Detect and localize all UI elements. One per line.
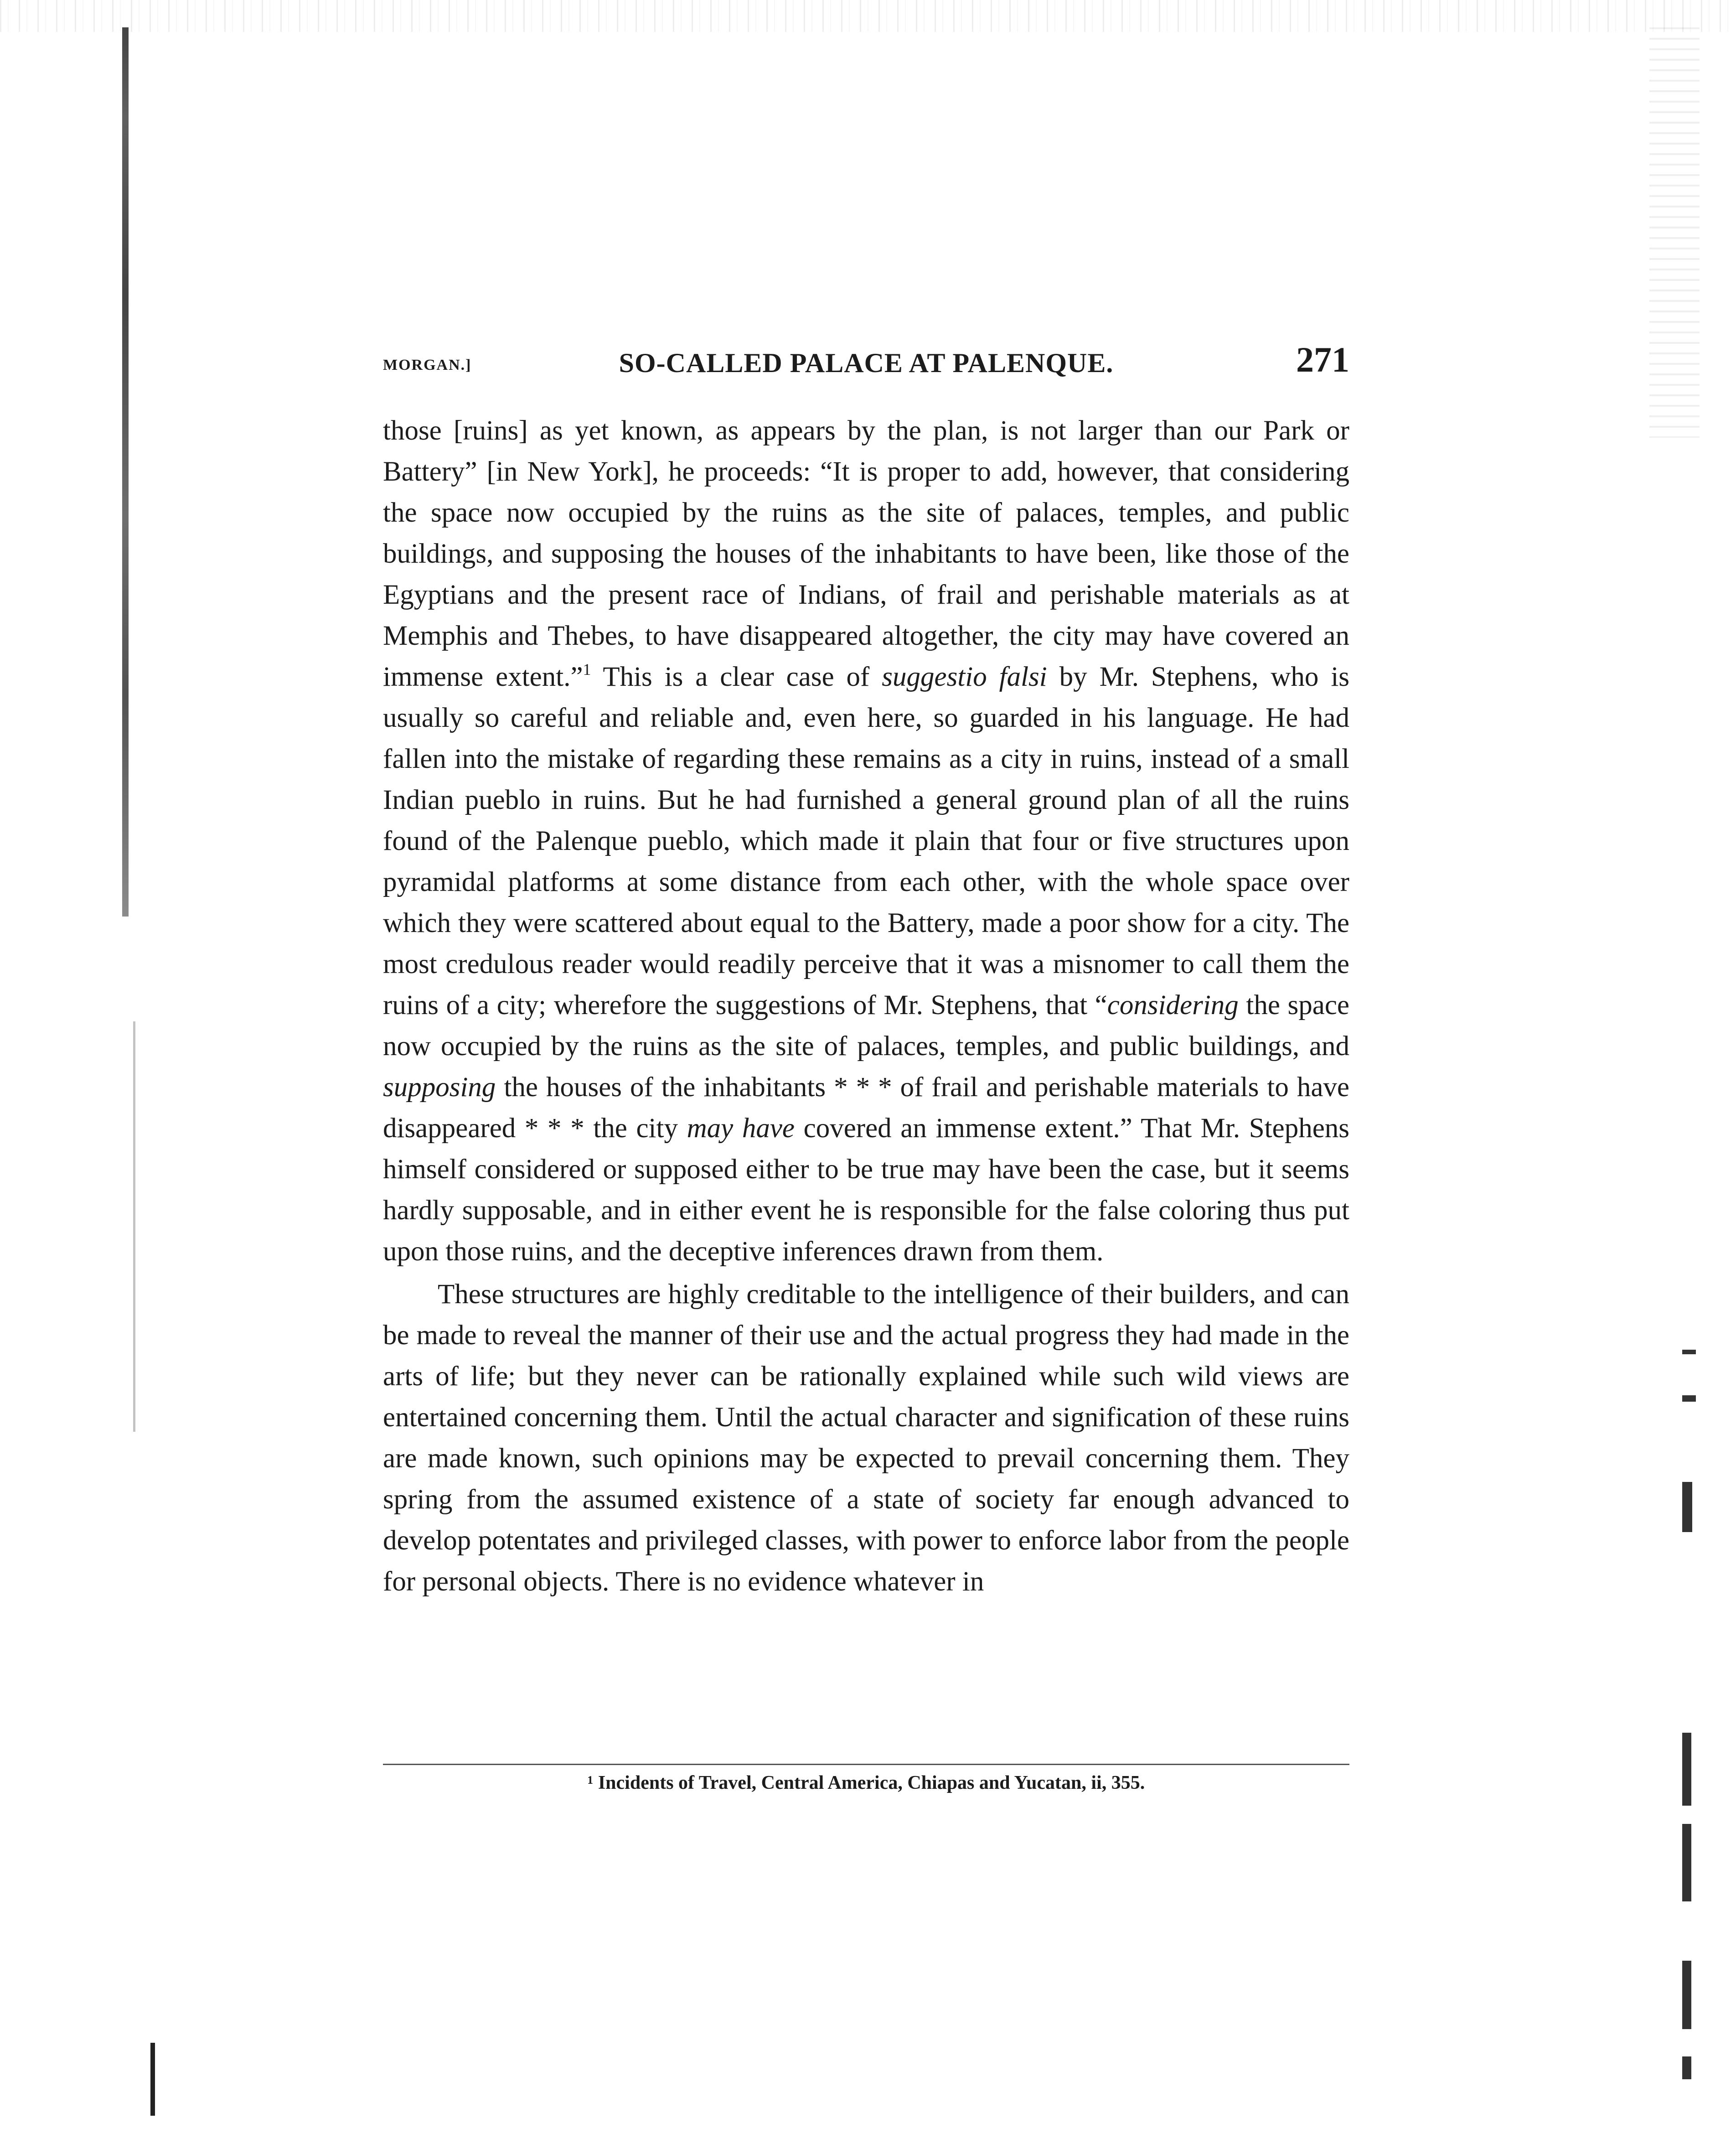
scan-mark-right — [1682, 1350, 1696, 1354]
footnote-rule — [383, 1764, 1349, 1765]
paragraph-1 — [383, 410, 1349, 1272]
italic-term: suggestio falsi — [882, 662, 1047, 692]
footnote-ref: 1 — [583, 660, 591, 678]
scan-mark-right — [1682, 1395, 1696, 1402]
scan-edge-left — [122, 27, 129, 917]
scan-mark-right — [1682, 1733, 1691, 1806]
italic-term: may have — [687, 1113, 795, 1144]
scan-mark-right — [1682, 2056, 1691, 2079]
text-run: the space now occupied by the ruins as the site of palaces, temples, and public buildings, and — [383, 990, 1349, 1062]
text-run: by Mr. Stephens, who is usually so careful and reliable and, even here, so guarded in his language. He had fallen into the mistake of regarding these remains as a city in ruins, instead of a small Indian pueblo in ruins. But he had furnished a general ground plan of all the ruins found of the Palenque pueblo, which made it plain that four or five structures upon pyramidal platforms at some distance from each other, with the whole space over which they were scattered about equal to the Battery, made a poor show for a city. The most credulous reader would readily perceive that it was a misnomer to call them the ruins of a city; wherefore the suggestions of Mr. Stephens, that “ — [383, 662, 1350, 1020]
paragraph-2 — [383, 1274, 1349, 1602]
footnote: ¹ Incidents of Travel, Central America, Chiapas and Yucatan, ii, 355. — [587, 1772, 1145, 1793]
scan-edge-left-faint — [133, 1021, 135, 1432]
text-run: These structures are highly creditable to the intelligence of their builders, and can be made to reveal the manner of their use and the actual progress they had made in the arts of life; but they never can be rationally explained while such wild views are entertained concerning them. Until the actual character and signification of these ruins are made known, such opinions may be expected to prevail concerning them. They spring from the assumed existence of a state of society far enough advanced to develop potentates and privileged classes, with power to enforce labor from the people for personal objects. There is no evidence whatever in — [383, 1279, 1349, 1597]
body-text — [383, 410, 1349, 1602]
page-number: 271 — [1296, 340, 1349, 379]
scan-mark-bottom-left — [150, 2043, 155, 2116]
text-run: the houses of the inhabitants * * * of frail and perishable materials to have disappeared * * * the city — [383, 1072, 1349, 1144]
scan-mark-right — [1682, 1482, 1692, 1532]
scan-mark-right — [1682, 1961, 1691, 2029]
text-run: This is a clear case of — [591, 662, 882, 692]
scan-noise-top — [0, 0, 1736, 32]
running-title: SO-CALLED PALACE AT PALENQUE. — [619, 348, 1114, 378]
text-run: those [ruins] as yet known, as appears by the plan, is not larger than our Park or Battery” [in New York], he proceeds: “It is proper to add, however, that considering the space now occupied by the ruins as the site of palaces, temples, and public buildings, and supposing the houses of the inhabitants to have been, like those of the Egyptians and the present race of Indians, of frail and perishable materials as at Memphis and Thebes, to have disappeared altogether, the city may have covered an immense extent.” — [383, 415, 1349, 692]
text-run: covered an immense extent.” That Mr. Stephens himself considered or supposed either to be true may have been the case, but it seems hardly supposable, and in either event he is responsible for the false coloring thus put upon those ruins, and the deceptive inferences drawn from them. — [383, 1113, 1350, 1267]
scan-noise-right — [1649, 27, 1700, 438]
running-author: MORGAN.] — [383, 357, 472, 373]
italic-term: supposing — [383, 1072, 496, 1103]
italic-term: considering — [1107, 990, 1239, 1020]
scan-mark-right — [1682, 1824, 1691, 1901]
page-header — [383, 337, 1349, 383]
